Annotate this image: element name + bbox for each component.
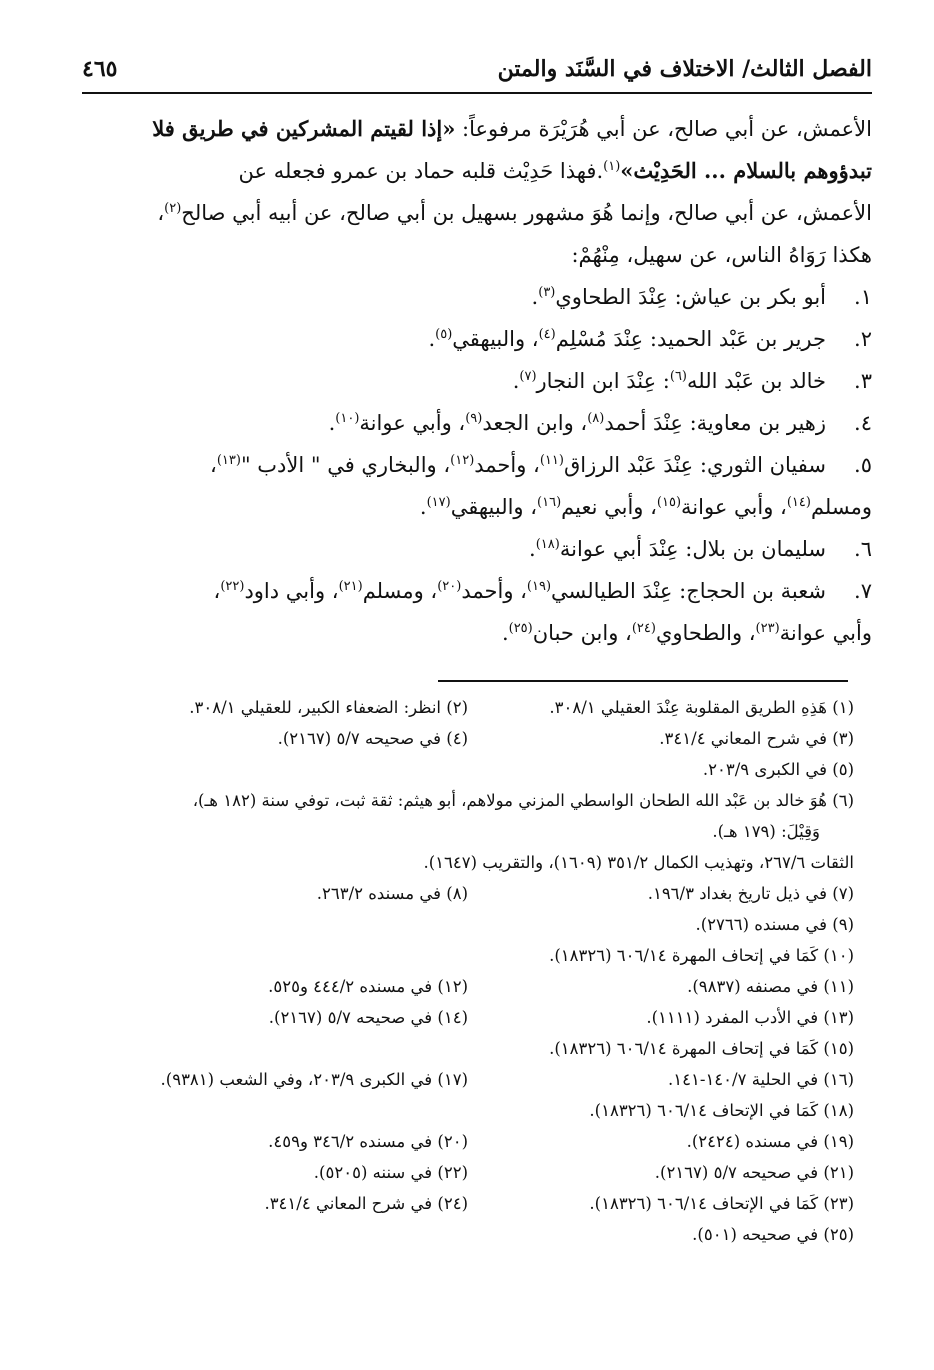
footnote-row	[82, 971, 854, 1002]
hadith-quote-end: تبدؤوهم بالسلام ... الحَدِيْث»	[620, 158, 872, 183]
text-segment: .	[428, 327, 436, 351]
text-segment: ، والطحاوي	[655, 621, 756, 645]
footnote-ref[interactable]: (٧)	[519, 369, 537, 384]
list-number: ٣.	[854, 369, 872, 393]
footnote-row	[82, 723, 854, 754]
footnote-ref[interactable]: (١٧)	[426, 495, 451, 510]
text-segment: ، وأحمد	[474, 453, 540, 477]
footnote-row	[82, 1157, 854, 1188]
footnote-row	[82, 909, 854, 940]
text-segment: ، وأحمد	[461, 579, 527, 603]
list-text	[82, 528, 826, 570]
footnote-separator	[438, 680, 848, 682]
list-item	[82, 318, 872, 360]
footnote-row	[82, 754, 854, 785]
list-item	[82, 276, 872, 318]
footnote: (٢١) في صحيحه ٥/٧ (٢١٦٧).	[654, 1163, 854, 1182]
footnote-row	[82, 692, 854, 723]
list-item	[82, 528, 872, 570]
footnote: الثقات ٢٦٧/٦، وتهذيب الكمال ٣٥١/٢ (١٦٠٩)، والتقريب (١٦٤٧).	[423, 853, 854, 872]
footnote-ref[interactable]: (١٢)	[450, 453, 475, 468]
text-segment: .فهذا حَدِيْث قلبه حماد بن عمرو فجعله عن	[238, 159, 604, 183]
footnote: (٧) في ذيل تاريخ بغداد ١٩٦/٣.	[647, 884, 854, 903]
footnote-ref[interactable]: (١٤)	[786, 495, 811, 510]
footnote-ref[interactable]: (٢٤)	[631, 621, 656, 636]
footnote: (١١) في مصنفه (٩٨٣٧).	[687, 977, 854, 996]
text-segment: جرير بن عَبْد الحميد: عِنْدَ مُسْلِم	[555, 327, 826, 351]
text-line-2	[82, 150, 872, 192]
footnote-ref[interactable]: (٨)	[587, 411, 605, 426]
list-number: ٤.	[854, 411, 872, 435]
text-segment: ، والبخاري في " الأدب "	[240, 453, 451, 477]
footnotes	[82, 692, 854, 1250]
footnote: (٦) هُوَ خالد بن عَبْد الله الطحان الواسطي المزني مولاهم، أبو هيثم: ثقة ثبت، توفي سنة (١٨٢ هـ)،	[192, 791, 854, 810]
footnote: (١٠) كَمَا في إتحاف المهرة ٦٠٦/١٤ (١٨٣٢٦).	[549, 946, 854, 965]
text-segment: الأعمش، عن أبي صالح، وإنما هُوَ مشهور بسهيل بن أبي صالح، عن أبيه أبي صالح	[181, 201, 872, 225]
text-segment: ، وأبي داود	[244, 579, 339, 603]
list-item	[82, 402, 872, 444]
footnote: (٢٤) في شرح المعاني ٣٤١/٤.	[264, 1194, 468, 1213]
hadith-quote: «إذا لقيتم المشركين في طريق فلا	[152, 116, 456, 141]
list-number: ٥.	[854, 453, 872, 477]
footnote: (١٤) في صحيحه ٥/٧ (٢١٦٧).	[268, 1008, 468, 1027]
text-segment: .	[501, 621, 509, 645]
list-item-continuation	[82, 486, 872, 528]
text-segment: سفيان الثوري: عِنْدَ عَبْد الرزاق	[563, 453, 826, 477]
footnote-ref[interactable]: (١)	[603, 159, 621, 174]
list-number: ٧.	[854, 579, 872, 603]
footnote-ref[interactable]: (١٥)	[656, 495, 682, 510]
footnote: (١٣) في الأدب المفرد (١١١١).	[646, 1008, 854, 1027]
text-segment: ، وأبي عوانة	[681, 495, 787, 519]
footnote: (٥) في الكبرى ٢٠٣/٩.	[702, 760, 854, 779]
list-text	[82, 276, 826, 318]
footnote-ref[interactable]: (١١)	[539, 453, 564, 468]
footnote-ref[interactable]: (٢٢)	[220, 579, 245, 594]
footnote: (٩) في مسنده (٢٧٦٦).	[695, 915, 854, 934]
list-number: ٦.	[854, 537, 872, 561]
footnote-ref[interactable]: (١٦)	[537, 495, 562, 510]
footnote: (١٦) في الحلية ١٤٠/٧-١٤١.	[668, 1070, 854, 1089]
text-segment: .	[531, 285, 539, 309]
text-segment: .	[512, 369, 520, 393]
text-segment: ، والبيهقي	[452, 327, 539, 351]
footnote-row	[82, 1002, 854, 1033]
text-segment: هكذا رَوَاهُ الناس، عن سهيل، مِنْهُمْ:	[571, 243, 872, 267]
footnote-row	[82, 1064, 854, 1095]
page-number: ٤٦٥	[82, 56, 118, 82]
footnote: (٣) في شرح المعاني ٣٤١/٤.	[659, 729, 854, 748]
footnote: (١٩) في مسنده (٢٤٢٤).	[686, 1132, 854, 1151]
footnote: (١٥) كَمَا في إتحاف المهرة ٦٠٦/١٤ (١٨٣٢٦).	[549, 1039, 854, 1058]
page-header	[82, 50, 872, 94]
footnote: وَقِيْلَ: (١٧٩ هـ).	[712, 822, 820, 841]
footnote-ref[interactable]: (٢٠)	[437, 579, 462, 594]
list-text	[82, 486, 872, 528]
list-number: ١.	[854, 285, 872, 309]
text-segment: ،	[157, 201, 165, 225]
footnote-ref[interactable]: (٣)	[538, 285, 556, 300]
text-segment: سليمان بن بلال: عِنْدَ أبي عوانة	[559, 537, 826, 561]
text-segment: ، والبيهقي	[450, 495, 538, 519]
list-item	[82, 570, 872, 612]
footnote-ref[interactable]: (٢٥)	[508, 621, 533, 636]
footnote-ref[interactable]: (٥)	[435, 327, 453, 342]
text-line-3	[82, 192, 872, 234]
footnote-row	[82, 1126, 854, 1157]
text-segment: ، وابن حبان	[532, 621, 632, 645]
narrator-list	[82, 276, 872, 654]
text-segment: .	[328, 411, 336, 435]
footnote: (١٧) في الكبرى ٢٠٣/٩، وفي الشعب (٩٣٨١).	[160, 1070, 468, 1089]
text-segment: شعبة بن الحجاج: عِنْدَ الطيالسي	[551, 579, 826, 603]
text-segment: أبو بكر بن عياش: عِنْدَ الطحاوي	[555, 285, 826, 309]
list-number: ٢.	[854, 327, 872, 351]
text-segment: ، وأبي عوانة	[359, 411, 466, 435]
footnote-row	[82, 1219, 854, 1250]
text-segment: زهير بن معاوية: عِنْدَ أحمد	[604, 411, 826, 435]
text-segment: وأبي عوانة	[779, 621, 872, 645]
text-segment: .	[529, 537, 536, 561]
text-segment: .	[419, 495, 427, 519]
footnote-ref[interactable]: (٦)	[669, 369, 687, 384]
list-item	[82, 360, 872, 402]
footnote-row	[82, 785, 854, 816]
text-segment: : عِنْدَ ابن النجار	[536, 369, 670, 393]
list-text	[82, 444, 826, 486]
list-item-continuation	[82, 612, 872, 654]
text-segment: خالد بن عَبْد الله	[687, 369, 826, 393]
footnote: (٢٣) كَمَا في الإتحاف ٦٠٦/١٤ (١٨٣٢٦).	[589, 1194, 854, 1213]
footnote-row	[82, 847, 854, 878]
footnote-ref[interactable]: (٩)	[465, 411, 483, 426]
footnote-row	[82, 940, 854, 971]
footnote-row	[82, 1033, 854, 1064]
footnote-row	[82, 1188, 854, 1219]
text-segment: الأعمش، عن أبي صالح، عن أبي هُرَيْرَة مرفوعاً:	[455, 117, 872, 141]
list-text	[82, 318, 826, 360]
footnote-ref[interactable]: (٤)	[538, 327, 556, 342]
footnote: (٢) انظر: الضعفاء الكبير، للعقيلي ٣٠٨/١.	[189, 698, 468, 717]
footnote-ref[interactable]: (٢)	[164, 201, 182, 216]
text-segment: ، ومسلم	[362, 579, 438, 603]
footnote-row	[82, 816, 854, 847]
footnote: (٢٥) في صحيحه (٥٠١).	[692, 1225, 854, 1244]
list-text	[82, 402, 826, 444]
footnote: (١) هَذِهِ الطريق المقلوبة عِنْدَ العقيلي ٣٠٨/١.	[549, 698, 854, 717]
footnote: (٢٠) في مسنده ٣٤٦/٢ و٤٥٩.	[268, 1132, 468, 1151]
text-line-4	[82, 234, 872, 276]
footnote-ref[interactable]: (٢٣)	[755, 621, 780, 636]
list-item	[82, 444, 872, 486]
footnote-ref[interactable]: (١٠)	[335, 411, 360, 426]
main-text	[82, 108, 872, 654]
list-text	[82, 360, 826, 402]
footnote: (١٨) كَمَا في الإتحاف ٦٠٦/١٤ (١٨٣٢٦).	[589, 1101, 854, 1120]
text-segment: ، وأبي نعيم	[561, 495, 657, 519]
footnote-row	[82, 1095, 854, 1126]
footnote: (١٢) في مسنده ٤٤٤/٢ و٥٢٥.	[268, 977, 468, 996]
footnote: (٢٢) في سننه (٥٢٠٥).	[313, 1163, 468, 1182]
footnote-ref[interactable]: (١٨)	[535, 537, 560, 552]
footnote-ref[interactable]: (١٩)	[526, 579, 552, 594]
footnote-row	[82, 878, 854, 909]
chapter-title: الفصل الثالث/ الاختلاف في السَّنَد والمتن	[497, 56, 872, 82]
footnote-ref[interactable]: (١٣)	[216, 453, 241, 468]
text-line-1	[82, 108, 872, 150]
text-segment: ومسلم	[810, 495, 872, 519]
text-segment: ،	[213, 579, 221, 603]
text-segment: ،	[210, 453, 217, 477]
footnote: (٨) في مسنده ٢٦٣/٢.	[316, 884, 468, 903]
footnote-ref[interactable]: (٢١)	[338, 579, 363, 594]
list-text	[82, 612, 872, 654]
list-text	[82, 570, 826, 612]
text-segment: ، وابن الجعد	[482, 411, 588, 435]
footnote: (٤) في صحيحه ٥/٧ (٢١٦٧).	[277, 729, 468, 748]
